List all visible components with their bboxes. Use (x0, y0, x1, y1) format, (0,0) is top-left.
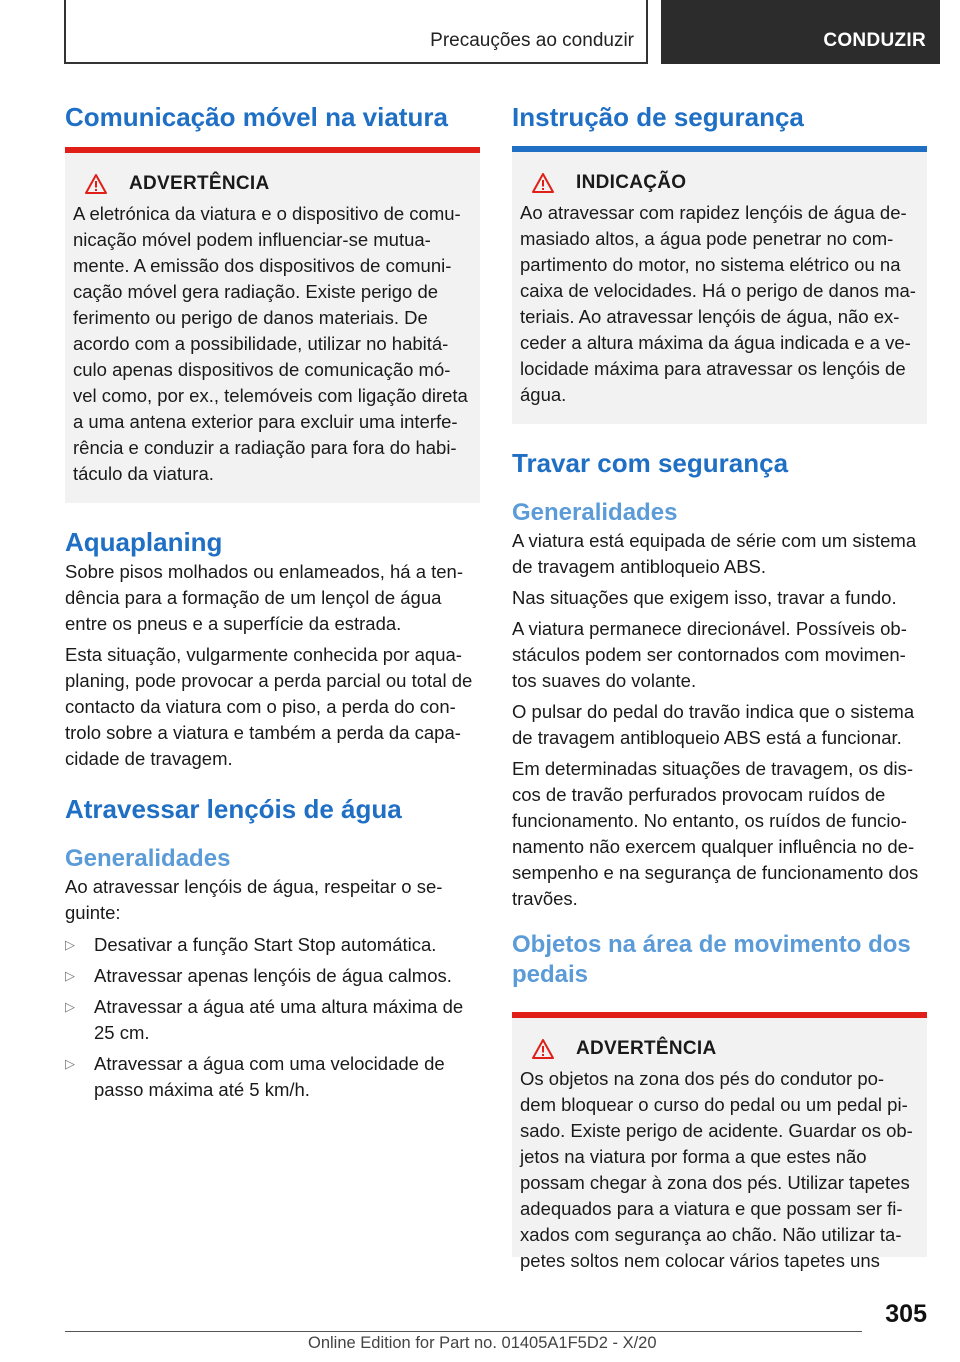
subheading-general: Generalidades (65, 845, 231, 872)
warning-triangle-icon (85, 174, 107, 194)
note-box-title (520, 172, 919, 194)
warning-label: ADVERTÊNCIA (129, 173, 270, 194)
list-item: ▷ Desativar a função Start Stop automática. (65, 932, 480, 958)
note-label: INDICAÇÃO (576, 172, 687, 193)
heading-mobile-communication: Comunicação móvel na viatura (65, 102, 448, 132)
paragraph: Nas situações que exigem isso, travar a fundo. (512, 587, 897, 608)
footer-divider (65, 1331, 862, 1332)
paragraph: Ao atravessar lençóis de água, respeitar o se-guinte: (65, 876, 443, 923)
warning-label: ADVERTÊNCIA (576, 1038, 717, 1059)
header-section-tab (64, 0, 648, 64)
paragraph: Em determinadas situações de travagem, os dis-cos de travão perfurados provocam ruídos de funcionamento. No entanto, os ruídos de funcio-namento não exercem qualquer influência no de-sempenho e na segurança de funcionamento dos travões. (512, 758, 919, 909)
warning-triangle-icon (532, 173, 554, 193)
bullet-triangle-icon: ▷ (65, 1056, 75, 1071)
list-item: ▷ Atravessar a água até uma altura máxima de 25 cm. (65, 994, 480, 1046)
list-item: ▷ Atravessar apenas lençóis de água calmos. (65, 963, 480, 989)
header-chapter-tab (661, 0, 940, 64)
right-column (512, 100, 927, 1271)
warning-triangle-icon (532, 1039, 554, 1059)
subheading-general: Generalidades (512, 499, 678, 526)
warning-text: Os objetos na zona dos pés do condutor po-dem bloquear o curso do pedal ou um pedal pi-sado. Existe perigo de acidente. Guardar os ob-jetos na viatura por forma a que estes não possam chegar à zona dos pés. Utilizar tapetes adequados para a viatura e que possam ser fi-xados com segurança ao chão. Não utilizar ta-petes soltos nem colocar vários tapetes uns (520, 1068, 913, 1271)
paragraph: A viatura está equipada de série com um sistema de travagem antibloqueio ABS. (512, 530, 917, 577)
paragraph: Sobre pisos molhados ou enlameados, há a ten-dência para a formação de um lençol de água entre os pneus e a superfície da estrada. (65, 561, 464, 634)
header-section-label: Precauções ao conduzir (430, 30, 634, 51)
heading-water-crossing: Atravessar lençóis de água (65, 794, 402, 824)
warning-box-pedals (512, 1012, 927, 1271)
heading-safe-braking: Travar com segurança (512, 448, 789, 478)
warning-box-mobile (65, 147, 480, 503)
paragraph: O pulsar do pedal do travão indica que o sistema de travagem antibloqueio ABS está a funcionar. (512, 701, 915, 748)
bullet-triangle-icon: ▷ (65, 999, 75, 1014)
bullet-triangle-icon: ▷ (65, 968, 75, 983)
note-box-water (512, 146, 927, 424)
warning-box-title (520, 1038, 919, 1060)
page-number: 305 (885, 1300, 927, 1328)
footer-edition: Online Edition for Part no. 01405A1F5D2 - X/20 (308, 1334, 657, 1352)
bullet-triangle-icon: ▷ (65, 937, 75, 952)
paragraph: Esta situação, vulgarmente conhecida por aqua-planing, pode provocar a perda parcial ou total de contacto da viatura com o piso, a perda do con-trolo sobre a viatura e também a perda da capa-cidade de travagem. (65, 644, 473, 769)
heading-safety-instruction: Instrução de segurança (512, 102, 804, 132)
left-column (65, 100, 480, 1108)
note-text: Ao atravessar com rapidez lençóis de água de-masiado altos, a água pode penetrar no com-partimento do motor, no sistema elétrico ou na caixa de velocidades. Há o perigo de danos ma-teriais. Ao atravessar lençóis de água, não ex-ceder a altura máxima da água indicada e a ve-locidade máxima para atravessar os lençóis de água. (520, 202, 916, 405)
warning-box-title (73, 173, 472, 195)
bullet-list (65, 932, 480, 1103)
paragraph: A viatura permanece direcionável. Possíveis ob-stáculos podem ser contornados com movimen-tos suaves do volante. (512, 618, 907, 691)
heading-aquaplaning: Aquaplaning (65, 527, 223, 557)
warning-text: A eletrónica da viatura e o dispositivo de comu-nicação móvel podem influenciar-se mutua-mente. A emissão dos dispositivos de comuni-cação móvel gera radiação. Existe perigo de ferimento ou perigo de danos materiais. De acordo com a possibilidade, utilizar no habitá-culo apenas dispositivos de comunicação mó-vel como, por ex., telemóveis com ligação direta a uma antena exterior para excluir uma interfe-rência e conduzir a radiação para fora do habi-táculo da viatura. (73, 203, 468, 484)
header-chapter-label: CONDUZIR (823, 30, 926, 51)
subheading-pedal-objects: Objetos na área de movimento dos pedais (512, 931, 911, 988)
list-item: ▷ Atravessar a água com uma velocidade de passo máxima até 5 km/h. (65, 1051, 480, 1103)
